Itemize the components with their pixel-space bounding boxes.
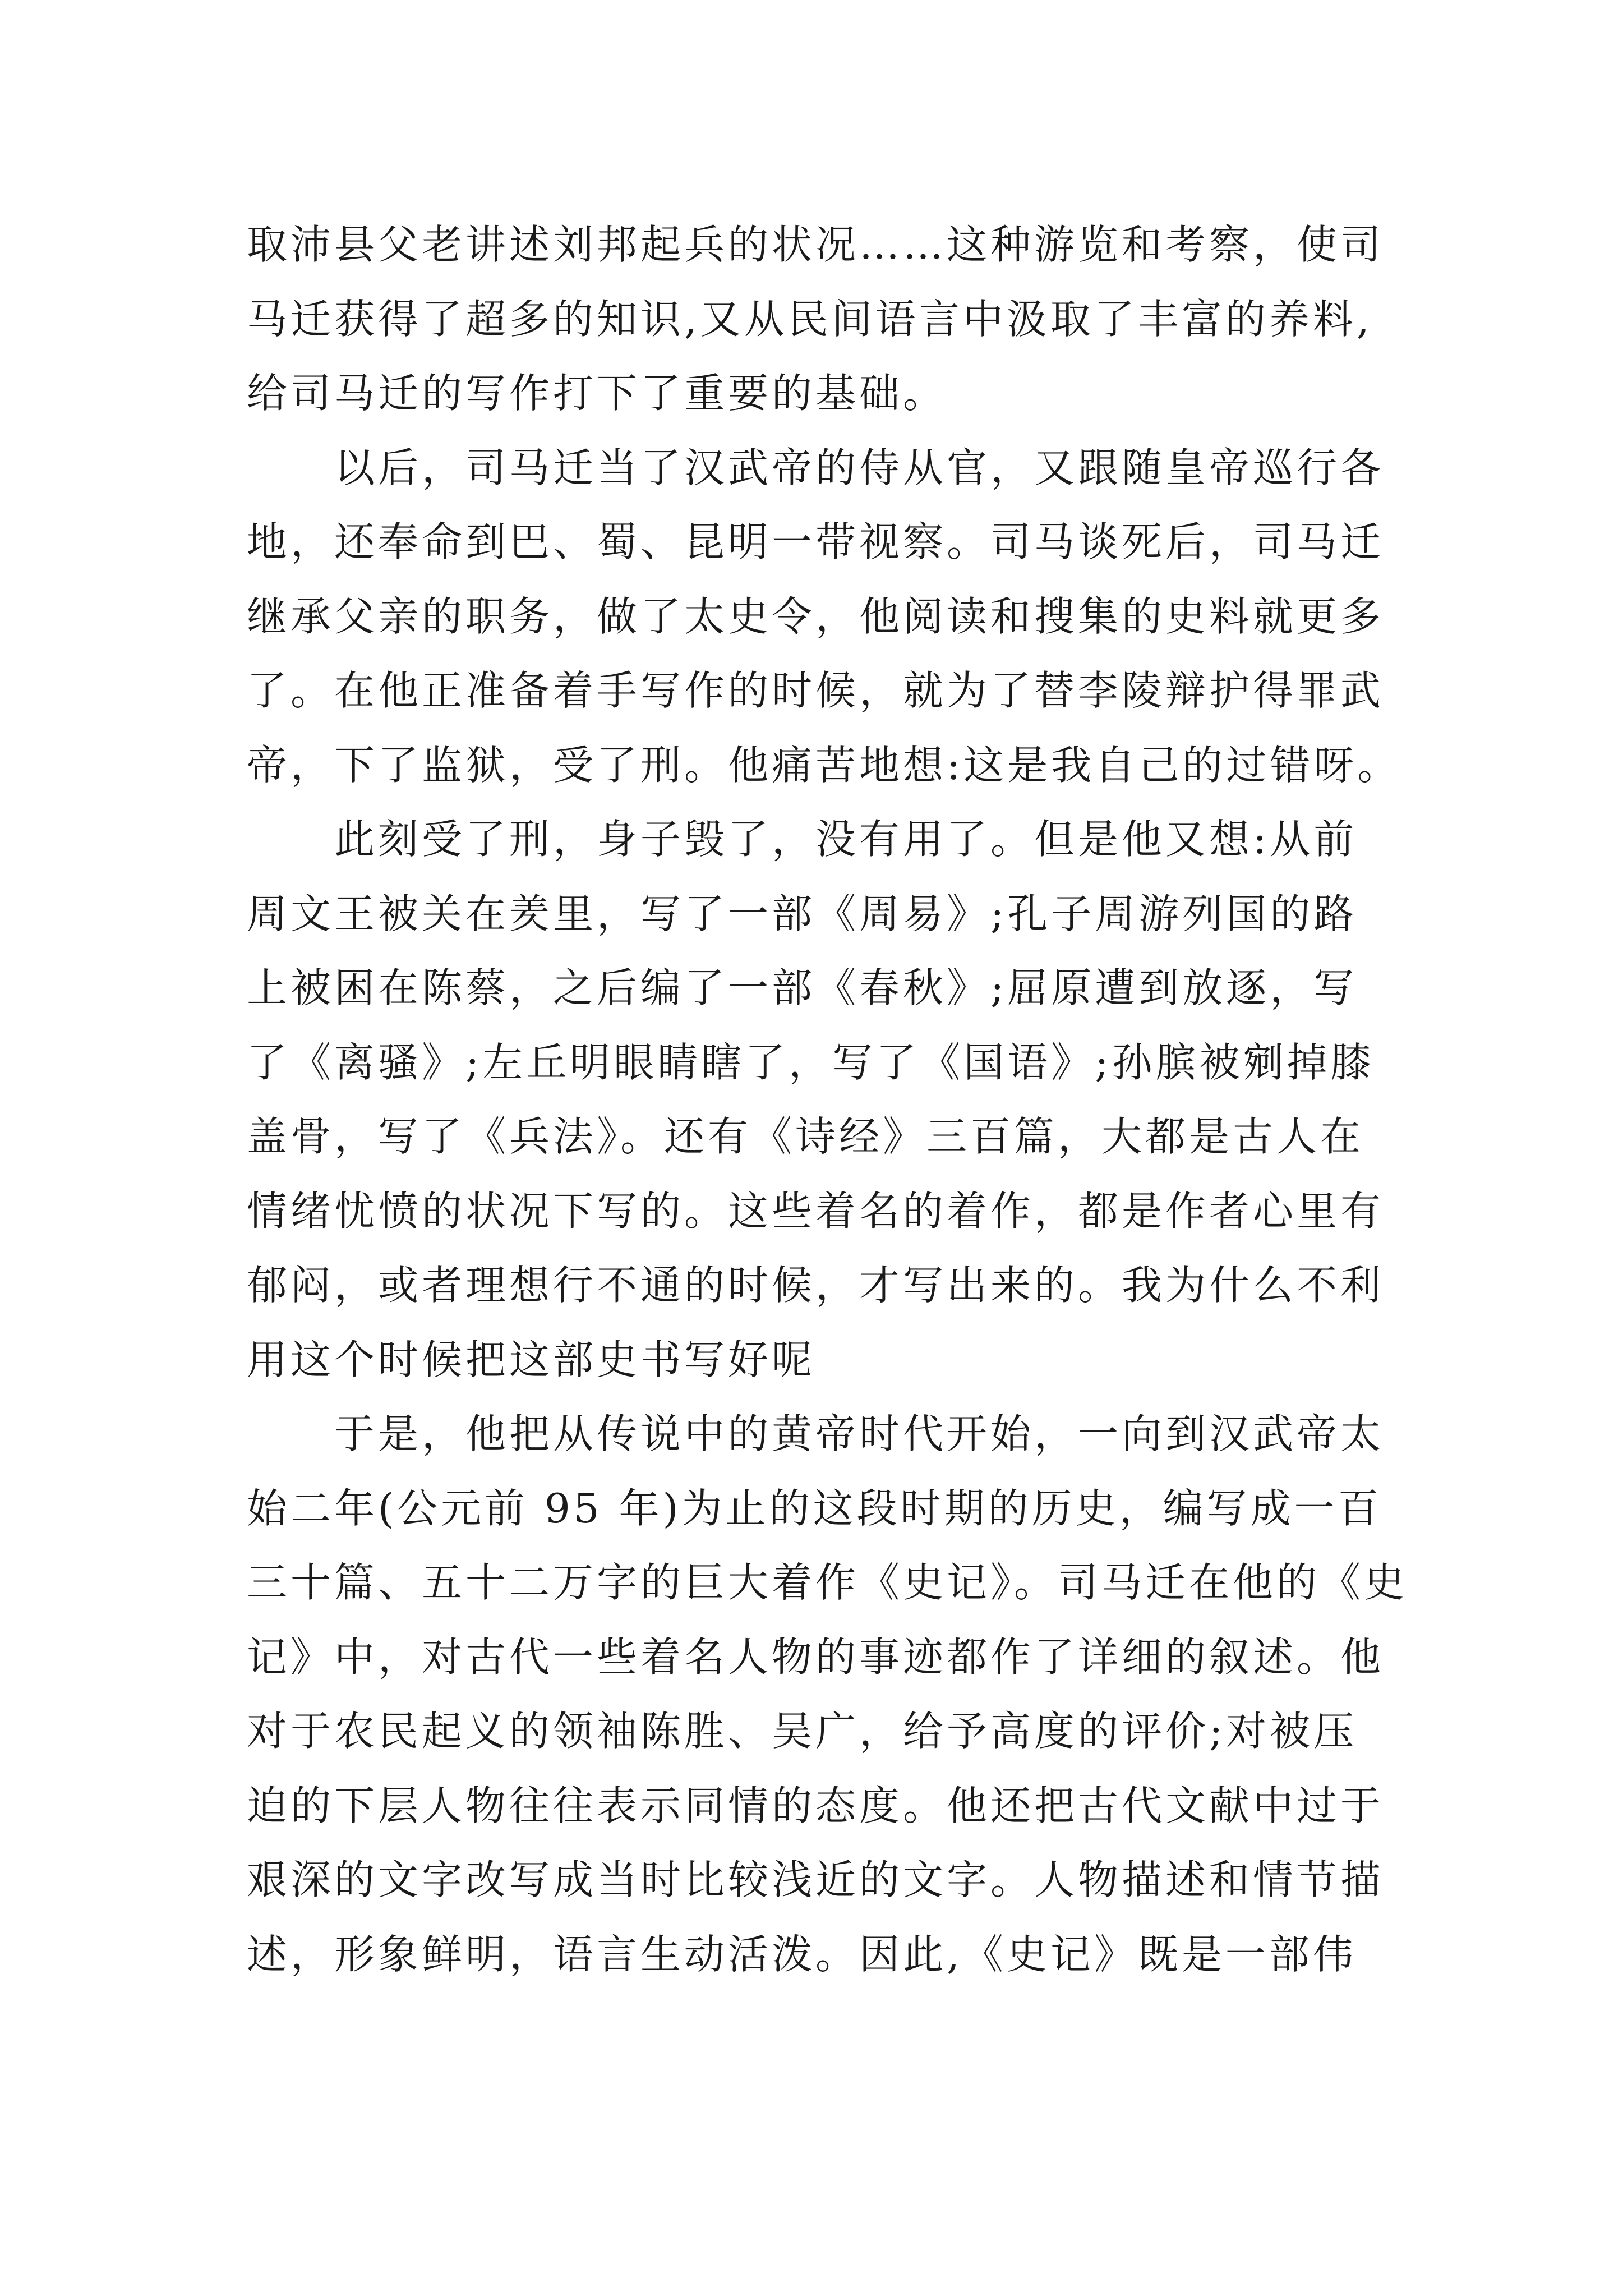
text-line: 三十篇、五十二万字的巨大着作《史记》。司马迁在他的《史 (247, 1559, 1408, 1606)
text-line: 盖骨，写了《兵法》。还有《诗经》三百篇，大都是古人在 (247, 1113, 1364, 1160)
text-line: 了《离骚》;左丘明眼睛瞎了，写了《国语》;孙膑被剜掉膝 (247, 1038, 1375, 1086)
text-line: 了。在他正准备着手写作的时候，就为了替李陵辩护得罪武 (247, 667, 1385, 714)
text-line: 以后，司马迁当了汉武帝的侍从官，又跟随皇帝巡行各 (247, 444, 1385, 491)
body-text (247, 208, 1408, 1991)
text-line: 帝，下了监狱，受了刑。他痛苦地想:这是我自己的过错呀。 (247, 741, 1401, 789)
text-line: 记》中，对古代一些着名人物的事迹都作了详细的叙述。他 (247, 1633, 1385, 1681)
text-line: 迫的下层人物往往表示同情的态度。他还把古代文献中过于 (247, 1782, 1385, 1829)
text-line: 情绪忧愤的状况下写的。这些着名的着作，都是作者心里有 (247, 1187, 1385, 1235)
text-line: 于是，他把从传说中的黄帝时代开始，一向到汉武帝太 (247, 1410, 1385, 1457)
text-line: 继承父亲的职务，做了太史令，他阅读和搜集的史料就更多 (247, 592, 1385, 640)
text-line: 述，形象鲜明，语言生动活泼。因此,《史记》既是一部伟 (247, 1930, 1357, 1978)
text-line: 给司马迁的写作打下了重要的基础。 (247, 370, 947, 417)
text-line: 对于农民起义的领袖陈胜、吴广，给予高度的评价;对被压 (247, 1708, 1358, 1755)
text-line: 马迁获得了超多的知识,又从民间语言中汲取了丰富的养料, (247, 295, 1373, 343)
text-line: 取沛县父老讲述刘邦起兵的状况……这种游览和考察，使司 (247, 221, 1385, 268)
text-line: 此刻受了刑，身子毁了，没有用了。但是他又想:从前 (247, 816, 1358, 863)
text-line: 周文王被关在羑里，写了一部《周易》;孔子周游列国的路 (247, 890, 1358, 937)
text-line: 上被困在陈蔡，之后编了一部《春秋》;屈原遭到放逐，写 (247, 964, 1358, 1011)
text-line: 郁闷，或者理想行不通的时候，才写出来的。我为什么不利 (247, 1262, 1385, 1309)
text-line: 地，还奉命到巴、蜀、昆明一带视察。司马谈死后，司马迁 (247, 518, 1385, 565)
text-line: 始二年(公元前 95 年)为止的这段时期的历史，编写成一百 (247, 1484, 1382, 1532)
text-line: 艰深的文字改写成当时比较浅近的文字。人物描述和情节描 (247, 1856, 1385, 1903)
text-line: 用这个时候把这部史书写好呢 (247, 1336, 816, 1383)
